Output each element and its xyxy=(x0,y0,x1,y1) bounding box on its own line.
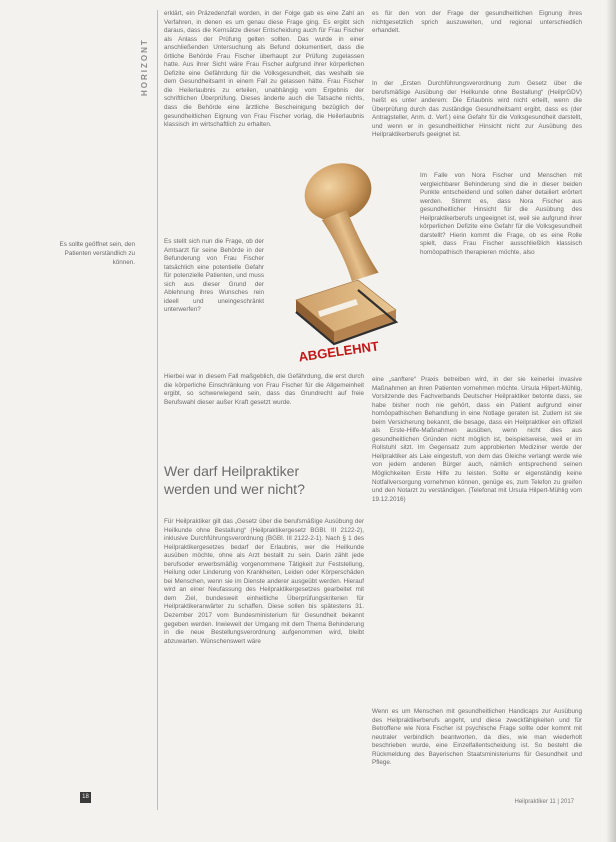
column-divider xyxy=(157,10,158,810)
body-text-col2-p2 xyxy=(372,80,582,146)
rubber-stamp-icon xyxy=(278,150,438,380)
paragraph: Es stellt sich nun die Frage, ob der Amtsarzt für seine Behörde in der Befunderung von Frau Fischer tatsächlich eine potentielle Gefahr für potenzielle Patienten, und muss sich aus dieser Grund der Ablehnung ihres Wunsches rein ideell und uneingeschränkt unterwerfen? xyxy=(164,238,264,314)
paragraph: erklärt, ein Präzedenzfall worden, in der Folge gab es eine Zahl an Verfahren, in denen es um genau diese Frage ging. Es ergibt sich daraus, dass die Kernsätze dieser Entscheidung auch für Frau Fischer als Anlass der Prüfung gelten sollten. Das wurde in einer anschließenden Untersuchung als Befund dokumentiert, dass die örtliche Behörde Frau Fischer überhaupt zur Prüfung zugelassen hatte. Aus ihrer Sicht wäre Frau Fischer aufgrund ihrer körperlichen Defizite eine Gefährdung für die Volksgesundheit, das weshalb sie dem Gesundheitsamt in einem Fall zu gelassen hätte. Frau Fischer die Heilerlaubnis zu erteilen, unabhängig vom Ergebnis der schriftlichen Überprüfung. Dieses änderte auch die Tatsache nichts, dass die Behörde eine ärztliche Bescheinigung bezüglich der gesundheitlichen Eignung von Frau Fischer vorlag, die Heilerlaubnis klassisch im wirtschaftlich zu erhalten. xyxy=(164,10,364,129)
section-label: HORIZONT xyxy=(140,38,149,96)
body-text-col2-p4 xyxy=(372,376,582,510)
paragraph: Wenn es um Menschen mit gesundheitlichen Handicaps zur Ausübung des Heilpraktikerberufs angeht, und diese zweckfähigkeiten und für Betroffene wie Nora Fischer ist psychische Frage sollte oder kommt mit neutraler verbindlich beantworten, da dies, wie man wiederholt beschrieben wurde, eine Einzelfallentscheidung ist. So besteht die Rückmeldung des Bayerischen Staatsministeriums für Gesundheit und Pflege. xyxy=(372,708,582,767)
body-text-col2-p5 xyxy=(372,708,582,774)
section-heading xyxy=(164,462,364,498)
footer-issue: Heilpraktiker 11 | 2017 xyxy=(514,799,574,805)
heading-line-2: werden und wer nicht? xyxy=(164,481,305,497)
page-number: 18 xyxy=(80,792,91,803)
rubber-stamp-image xyxy=(278,150,438,380)
page-edge-shadow xyxy=(606,0,616,842)
body-text-col1-bottom xyxy=(164,518,364,652)
body-text-col1-top xyxy=(164,10,364,136)
heading-line-1: Wer darf Heilpraktiker xyxy=(164,463,300,479)
body-text-col2-top xyxy=(372,10,582,42)
paragraph: In der „Ersten Durchführungsverordnung zum Gesetz über die berufsmäßige Ausübung der Heilkunde ohne Bestallung“ (HeilprGDV) heißt es unter anderem: Die Erlaubnis wird nicht erteilt, wenn die Überprüfung durch das zuständige Gesundheitsamt ergibt, dass es (der Antragsteller, Anm. d. Verf.) eine Gefahr für die Volksgesundheit darstellt, und wenn er in gesundheitlicher Hinsicht nicht zur Ausübung des Heilpraktikerberufs geeignet ist. xyxy=(372,80,582,139)
paragraph: Im Falle von Nora Fischer und Menschen mit vergleichbarer Behinderung sind die in dieser beiden Punkte entscheidend und sollen daher detailiert erörtert werden. Stimmt es, dass Nora Fischer aus gesundheitlicher Hinsicht für die Ausübung des Heilpraktikerberufs ungeeignet ist, weil sie aufgrund ihrer körperlichen Defizite eine Gefahr für die Volksgesundheit darstellt? Hierin kommt die Frage, ob es eine Rolle spielt, dass Frau Fischer ausschließlich klassisch homöopathisch therapieren möchte, also xyxy=(420,172,582,256)
paragraph: eine „sanftere“ Praxis betreiben wird, in der sie keinerlei invasive Maßnahmen an ihren Patienten vornehmen möchte. Ursula Hilpert-Mühlig, Vorsitzende des Fachverbands Deutscher Heilpraktiker betonte dass, sie habe bisher noch nie gehört, dass ein Patient aufgrund einer homöopathischen Behandlung in eine Notlage geraten ist. Zudem ist sie beim Versicherung bekannt, die besage, dass ein Heilpraktiker ein offiziell als Erste-Hilfe-Maßnahmen ausüben, wenn nicht dies aus gesundheitlichen Gründen nicht möglich ist, beispielsweise, weil er im Rollstuhl sitzt. Im Gegensatz zum approbierten Mediziner werde der Heilpraktiker als Laie eingestuft, von dem das Gleiche verlangt werde wie von jedem anderen Bürger auch, nämlich entsprechend seinen Möglichkeiten Erste Hilfe zu leisten. Sollte er eigenständig keine Notfallversorgung vornehmen können, genüge es, zum Telefon zu greifen und den Notarzt zu verständigen. (Telefonat mit Ursula Hilpert-Mühlig vom 19.12.2016) xyxy=(372,376,582,503)
paragraph: es für den von der Frage der gesundheitlichen Eignung ihres nichtgesetzlich sprich auszuweiten, und regional unterschiedlich erhandelt. xyxy=(372,10,582,35)
paragraph: Für Heilpraktiker gilt das „Gesetz über die berufsmäßige Ausübung der Heilkunde ohne Bestallung“ (Heilpraktikergesetz BGBl. III 2122-2), inklusive Durchführungsverordnung (BGBl. III 2122-2-1). Nach § 1 des Heilpraktikergesetzes bedarf der Erlaubnis, wer die Heilkunde ausüben möchte, ohne als Arzt bestallt zu sein. Darin zählt jede berufsoder erwerbsmäßig vorgenommene Tätigkeit zur Feststellung, Heilung oder Linderung von Krankheiten, Leiden oder Körperschäden bei Menschen, wenn sie im Dienste anderer ausgeübt werden. Hierauf wird an einer Neufassung des Heilpraktikergesetzes gearbeitet mit dem Ziel, bundesweit einheitliche Überprüfungskriterien für Heilpraktikeranwärter zu schaffen. Diese sollen bis spätestens 31. Dezember 2017 vom Bundesministerium für Gesundheit bekannt gegeben werden. Inwieweit der Umgang mit dem Thema Behinderung in die neue Bestellungsverordnung aufgenommen wird, bleibt abzuwarten. Wünschenswert wäre xyxy=(164,518,364,645)
stamp-label: ABGELEHNT xyxy=(297,338,380,365)
body-text-col1-mid xyxy=(164,238,264,321)
pull-quote: Es sollte geöffnet sein, den Patienten verständlich zu können. xyxy=(59,241,135,266)
body-text-col2-p3 xyxy=(420,172,582,263)
paragraph: Hierbei war in diesem Fall maßgeblich, die Gefährdung, die erst durch die körperliche Einschränkung von Frau Fischer für die Allgemeinheit ergibt, so schwerwiegend sein, dass das Grundrecht auf freie Berufswahl dieser außer Kraft gesetzt wurde. xyxy=(164,373,364,406)
